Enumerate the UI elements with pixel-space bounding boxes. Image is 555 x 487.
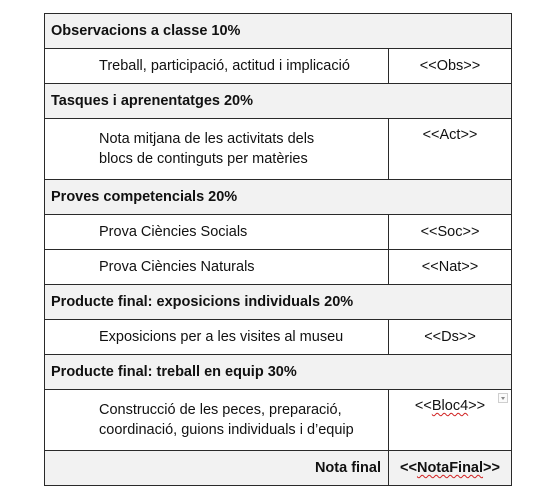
item-description-line: Treball, participació, actitud i implicació <box>99 58 350 74</box>
item-row-treball <box>45 49 512 84</box>
item-description-line: Nota mitjana de les activitats dels <box>99 131 315 147</box>
item-value-soc[interactable]: <<Soc>> <box>389 215 512 250</box>
item-description[interactable] <box>45 119 389 180</box>
value-field-name: Bloc4 <box>431 398 469 414</box>
section-row-exposicions <box>45 285 512 320</box>
item-description[interactable] <box>45 390 389 451</box>
section-title[interactable]: Observacions a classe 10% <box>45 14 512 49</box>
section-title[interactable]: Tasques i aprenentatges 20% <box>45 84 512 119</box>
value-suffix: >> <box>483 460 500 476</box>
item-description-line: Construcció de les peces, preparació, <box>99 402 342 418</box>
item-value-obs[interactable]: <<Obs>> <box>389 49 512 84</box>
final-grade-value[interactable] <box>389 451 512 486</box>
grades-table <box>44 13 512 486</box>
section-row-observacions <box>45 14 512 49</box>
section-title[interactable]: Producte final: treball en equip 30% <box>45 355 512 390</box>
value-prefix: << <box>400 460 417 476</box>
value-prefix: << <box>414 398 432 414</box>
item-description-line: blocs de continguts per matèries <box>99 151 308 167</box>
item-value-nat[interactable]: <<Nat>> <box>389 250 512 285</box>
item-description[interactable] <box>45 215 389 250</box>
section-row-treball-equip <box>45 355 512 390</box>
value-field-name: NotaFinal <box>416 460 484 476</box>
section-row-proves <box>45 180 512 215</box>
item-value-act[interactable]: <<Act>> <box>389 119 512 180</box>
item-description[interactable] <box>45 320 389 355</box>
section-title[interactable]: Producte final: exposicions individuals 20% <box>45 285 512 320</box>
item-description-line: Prova Ciències Socials <box>99 224 248 240</box>
dropdown-arrow-icon[interactable] <box>498 393 508 403</box>
item-description-line: coordinació, guions individuals i d’equip <box>99 422 354 438</box>
section-title[interactable]: Proves competencials 20% <box>45 180 512 215</box>
item-description-line: Prova Ciències Naturals <box>99 259 255 275</box>
item-value-bloc4[interactable] <box>389 390 512 451</box>
final-grade-row <box>45 451 512 486</box>
item-description[interactable] <box>45 250 389 285</box>
section-row-tasques <box>45 84 512 119</box>
item-row-construccio <box>45 390 512 451</box>
final-grade-label[interactable]: Nota final <box>45 451 389 486</box>
item-description-line: Exposicions per a les visites al museu <box>99 329 344 345</box>
value-suffix: >> <box>468 398 486 414</box>
item-row-ciencies-naturals <box>45 250 512 285</box>
item-row-nota-mitjana <box>45 119 512 180</box>
item-value-ds[interactable]: <<Ds>> <box>389 320 512 355</box>
item-row-exposicions-museu <box>45 320 512 355</box>
item-description[interactable] <box>45 49 389 84</box>
item-row-ciencies-socials <box>45 215 512 250</box>
